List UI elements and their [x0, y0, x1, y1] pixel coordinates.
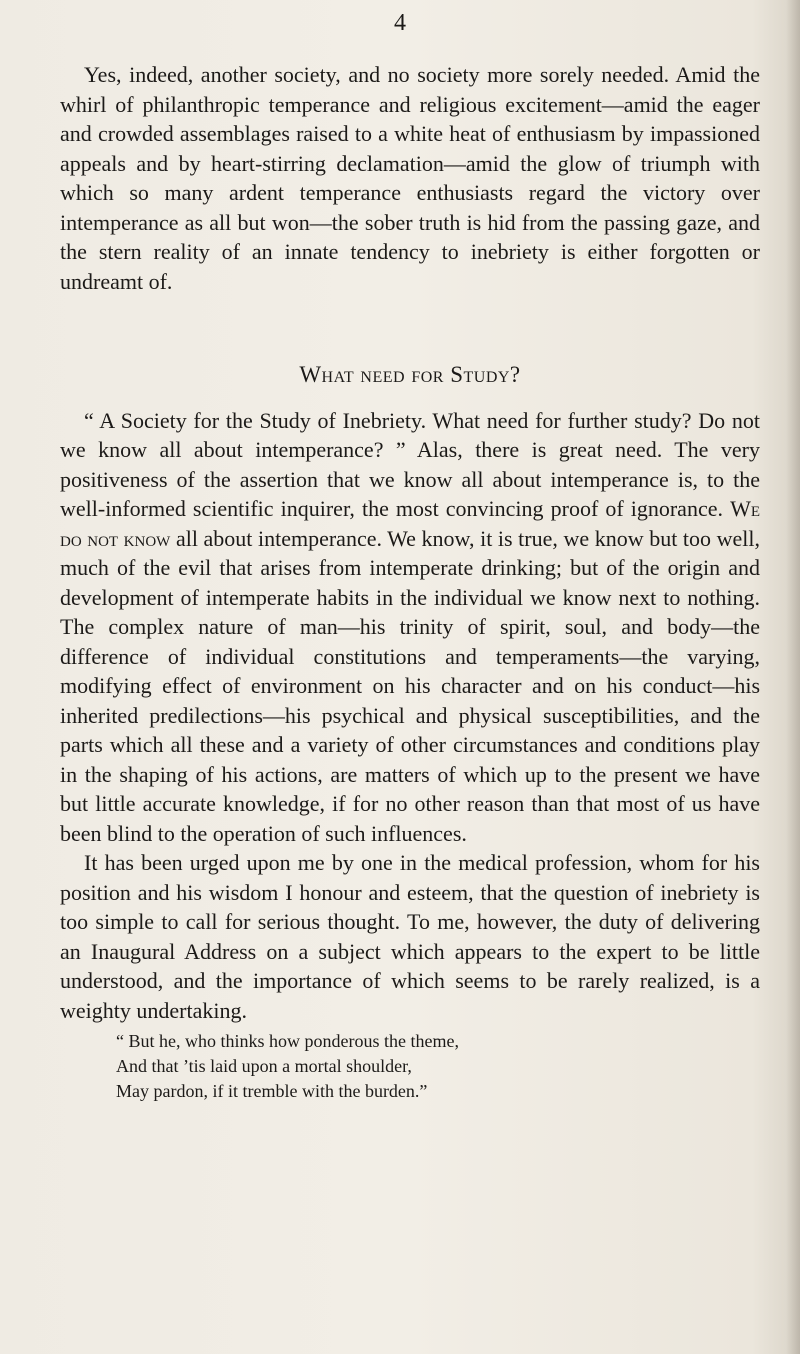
paragraph-2	[60, 406, 760, 849]
paragraph-2-before: “ A Society for the Study of Inebriety. What need for further study? Do not we know all about intemperance? ” Alas, there is great need. The very positiveness of the assertion that we know all about intemperance is, to the well-informed scientific inquirer, the most convincing proof of ignorance.	[60, 407, 760, 521]
verse-line: May pardon, if it tremble with the burden.”	[116, 1081, 428, 1101]
page-body	[60, 60, 760, 1104]
section-heading: What need for Study?	[299, 362, 521, 387]
paragraph-2-emphasis: We do not know	[60, 496, 760, 551]
page-number: 4	[394, 10, 406, 36]
verse-line: “ But he, who thinks how ponderous the theme,	[116, 1031, 459, 1051]
paragraph-1: Yes, indeed, another society, and no society more sorely needed. Amid the whirl of philanthropic temperance and religious excitement—amid the eager and crowded assemblages raised to a white heat of enthusiasm by impassioned appeals and by heart-stirring declamation—amid the glow of triumph with which so many ardent temperance enthusiasts regard the victory over intemperance as all but won—the sober truth is hid from the passing gaze, and the stern reality of an innate tendency to inebriety is either forgotten or undreamt of.	[60, 62, 760, 294]
verse-quotation	[116, 1029, 760, 1104]
verse-line: And that ’tis laid upon a mortal shoulder,	[116, 1056, 412, 1076]
paragraph-3: It has been urged upon me by one in the medical profession, whom for his position and his wisdom I honour and esteem, that the question of inebriety is too simple to call for serious thought. To me, however, the duty of delivering an Inaugural Address on a subject which appears to the expert to be little understood, and the importance of which seems to be rarely realized, is a weighty undertaking.	[60, 850, 760, 1023]
page-edge-shadow	[786, 0, 800, 1354]
paragraph-2-after: all about intemperance. We know, it is true, we know but too well, much of the evil that arises from intemperate drinking; but of the origin and development of intemperate habits in the individual we know next to nothing. The complex nature of man—his trinity of spirit, soul, and body—the difference of individual constitutions and temperaments—the varying, modifying effect of environment on his character and on his conduct—his inherited predilections—his psychical and physical susceptibilities, and the parts which all these and a variety of other circumstances and conditions play in the shaping of his actions, are matters of which up to the present we have but little accurate knowledge, if for no other reason than that most of us have been blind to the operation of such influences.	[60, 525, 760, 846]
